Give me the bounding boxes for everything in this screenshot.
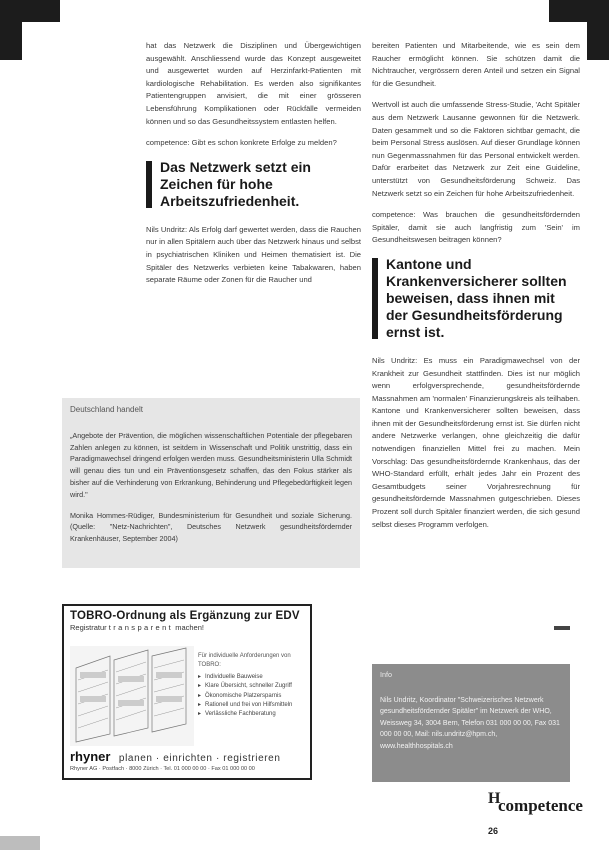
ad-brand-line bbox=[70, 748, 308, 766]
left-headline bbox=[146, 159, 361, 210]
ad-feature-item: ▸ Individuelle Bauweise bbox=[198, 673, 306, 682]
ad-feature-item: ▸ Ökonomische Platzersparnis bbox=[198, 692, 306, 701]
germany-box-title: Deutschland handelt bbox=[70, 405, 143, 414]
germany-box-quote: „Angebote der Prävention, die möglichen wissenschaftlichen Potentiale der pflegebaren Zahlen anlegen zu können, ist seitdem in Wissenschaft und Politik unstrittig, dass ein Paradigmawechsel dringend erfolgen werden muss. Gesundheitsministerin Ulla Schmidt will genau dies tun und ein Präventionsgesetz schaffen, das den Fokus stärker als bisher auf die Verhinderung von Erkrankung, Behinderung und Pflegebedürftigkeit legen wird." bbox=[70, 430, 352, 499]
ad-subtitle-prefix: Registratur bbox=[70, 623, 107, 632]
ad-feature-item: ▸ Rationell und frei von Hilfsmitteln bbox=[198, 701, 306, 710]
germany-sidebar-box bbox=[62, 398, 360, 568]
ad-brand-name: rhyner bbox=[70, 749, 111, 764]
article-end-mark bbox=[554, 626, 570, 630]
left-column bbox=[146, 40, 361, 296]
info-box-text: Nils Undritz, Koordinator "Schweizerisches Netzwerk gesundheitsfördernder Spitäler" im Netzwerk der WHO, Weissweg 34, 3004 Bern, Telefon 031 000 00 00, Fax 031 000 00 00, Mail: nils.undritz@hpm.ch, www.healthhospitals.ch bbox=[380, 696, 560, 750]
logo-mark: H bbox=[488, 790, 501, 807]
ad-feature-item: ▸ Verlässliche Fachberatung bbox=[198, 710, 306, 719]
left-question-1: competence: Gibt es schon konkrete Erfolge zu melden? bbox=[146, 138, 337, 148]
ad-brand-claim: planen · einrichten · registrieren bbox=[118, 753, 281, 764]
right-headline bbox=[372, 256, 580, 341]
germany-box-source: Monika Hommes-Rüdiger, Bundesministerium für Gesundheit und soziale Sicherung. (Quelle: "Netz-Nachrichten", Deutsches Netzwerk gesundheitsfördernder Krankenhäuser, September 2004) bbox=[70, 510, 352, 544]
corner-mark-bottom-left bbox=[0, 836, 40, 850]
corner-mark-top-right-vertical bbox=[587, 0, 609, 60]
ad-list-intro: Für individuelle Anforderungen von TOBRO: bbox=[198, 653, 291, 669]
left-headline-text: Das Netzwerk setzt ein Zeichen für hohe Arbeitszufriedenheit. bbox=[160, 158, 311, 209]
info-box bbox=[372, 664, 570, 782]
headline-bar bbox=[146, 161, 152, 208]
left-paragraph-1: hat das Netzwerk die Disziplinen und Übergewichtigen ausgewählt. Anschliessend wurde das Konzept ausgeweitet und ausgewertet wurden auf Herzinfarkt-Patienten mit kardiologische Rehabilitation. Es werden also signifikantes Patientengruppen anvisiert, die mit einer grösseren Lebensführung Komplikationen oder Rückfälle vermeiden können und so das Gesundheitssystem entlasten helfen. bbox=[146, 41, 361, 126]
ad-address: Rhyner AG · Postfach · 8000 Zürich · Tel. 01 000 00 00 · Fax 01 000 00 00 bbox=[70, 766, 255, 772]
ad-feature-item: ▸ Klare Übersicht, schneller Zugriff bbox=[198, 682, 306, 691]
right-paragraph-1: bereiten Patienten und Mitarbeitende, wie es sein dem Raucher ermöglicht können. Sie schützen damit die Nichtraucher, vergrössern deren Anteil und setzen ein Signal für die Gesundheit. bbox=[372, 41, 580, 88]
headline-bar bbox=[372, 258, 378, 339]
logo-text: competence bbox=[498, 796, 583, 815]
page-number: 26 bbox=[488, 826, 499, 836]
corner-mark-top-left-vertical bbox=[0, 0, 22, 60]
right-headline-text: Kantone und Krankenversicherer sollten beweisen, dass ihnen mit der Gesundheitsförderung ernst ist. bbox=[386, 255, 567, 340]
ad-feature-list bbox=[198, 652, 306, 720]
ad-subtitle-suffix: machen! bbox=[175, 623, 204, 632]
right-paragraph-2: Wertvoll ist auch die umfassende Stress-Studie, 'Acht Spitäler aus dem Netzwerk Lausanne gewonnen für die Netzwerk. Daten gesammelt und so die Faktoren sichtbar gemacht, die beim Personal Stress auslösen. Auf dieser Grundlage können nun Gegenmassnahmen für das Personal entwickelt werden. Dafür erarbeitet das Netzwerk zur Zeit eine Guideline, unterstützt von Gesundheitsförderung Schweiz. Das Netzwerk setzt so ein Zeichen für hohe Arbeitszufriedenheit. bbox=[372, 100, 580, 198]
ad-title: TOBRO-Ordnung als Ergänzung zur EDV bbox=[70, 610, 300, 622]
info-box-title: Info bbox=[380, 670, 392, 679]
right-question-1: competence: Was brauchen die gesundheitsfördernden Spitäler, damit sie auch langfristig zum 'Sein' im Gesundheitswesen beitragen können? bbox=[372, 210, 580, 245]
left-paragraph-2: Nils Undritz: Als Erfolg darf gewertet werden, dass die Rauchen nur in allen Spitälern auch über das Netzwerk hinaus und selbst in psychiatrischen Kliniken und Heimen thematisiert ist. Die Spitäler des Netzwerks verbieten keine Tabakwaren, haben separate Räume oder Zonen für die Raucher und bbox=[146, 224, 361, 285]
competence-logo bbox=[488, 790, 583, 818]
filing-shelves-illustration bbox=[70, 646, 194, 746]
tobro-advertisement[interactable] bbox=[62, 604, 312, 780]
right-paragraph-3: Nils Undritz: Es muss ein Paradigmawechsel von der Krankheit zur Gesundheit stattfinden. Dies ist nur möglich wenn erfolgversprechende, gesundheitsfördernde Massnahmen am 'normalen' Finanzierungskreis als teilhaben. Kantone und Krankenversicherer sollten beweisen, dass ihnen mit der Gesundheitsförderung ernst ist. Sie dürfen nicht andere Netzwerke verlangen, ohne gleichzeitig die dafür notwendigen finanziellen Mittel frei zu machen. Mein Vorschlag: Das gesundheitsfördernde Krankenhaus, das der WHO-Standard erfüllt, erhält jedes Jahr ein Prozent des Gesamtbudgets seiner Vorjahresrechnung für gesundheitsfördernde Massnahmen gutgeschrieben. Dieses Prozent soll durch Spitäler finanziert werden, die sich gesund selbst dieses Programm verfolgen. bbox=[372, 355, 580, 529]
ad-subtitle bbox=[70, 623, 304, 632]
ad-subtitle-spaced: transparent bbox=[108, 623, 174, 632]
right-column bbox=[372, 40, 580, 540]
